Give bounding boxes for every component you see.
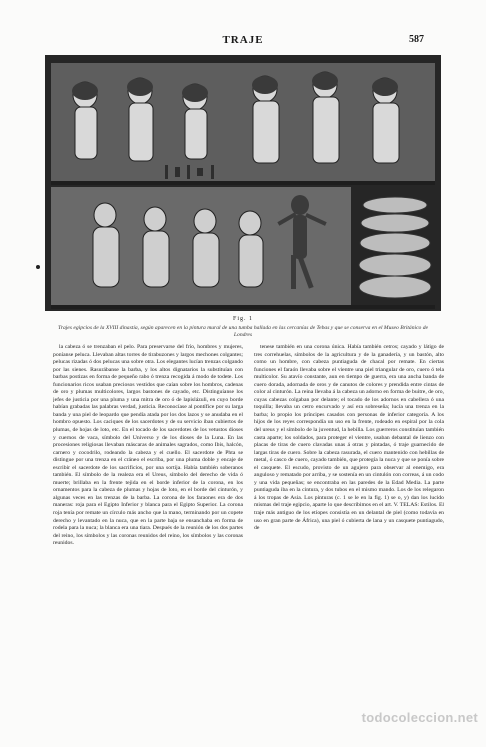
watermark: todocoleccion.net <box>361 710 478 725</box>
text-column-right <box>254 344 444 710</box>
wall-painting-illustration <box>45 55 441 311</box>
running-title: TRAJE <box>222 34 264 46</box>
text-column-left <box>53 344 243 710</box>
right-column-text: tenese también en una corona única. Había también cetros; cayado y látigo de tres correhuelas, símbolos de la agricultura y de la ganadería, y un bastón, alto como un hombre, con cabeza puntiaguda de chacal por remate. En ciertas funciones el faraón llevaba sobre el vientre una piel triangular de oro, cuero ó tela multicolor. Su atavío constante, aun en tiempo de guerra, era una ancha banda de cuero dorada, adornada de oros y de canutos de colores y prendida entre cintas de color al cinturón. La reina llevaba á la cabeza un adorno en forma de buitre, de oro, cuyas cabezas colgaban por delante; el tocado de los adornos en cabellera ó una toquilla; llevaba un cetro encurvado y así era sobreseña; lucía una trenza en la barba; lo propio los príncipes casados con personas de inferior categoría. A los hijos de los reyes correspondía un uso en la frente, rodeado en espiral por la cola del ureus y el símbolo de la juventud, la hebilla. Los guerreros constituían también casta aparte; los soldados, para proteger el vientre, usaban debantal de lienzo con placas de tiras de cuero clavadas unas á otras y pintadas, ó traje guarnecido de largas tiras de cuero. Sobre la cabeza rasurada, el cuero mantenido con hebillas de metal, ó casco de cuero, cayado también, que protegía la nuca y que se ponía sobre el casquete. El escudo, provisto de un agujero para observar al enemigo, era anguloso y rematado por arriba, y se sostenía en un cintulón con correas, á un codo y una vida pequeñas; se encontraba en las paredes de la Edad Media. La parte puntiaguda iba en la cintura, y dos tubos en el mismo mando. Los de los relegaron á los tropas de Asia. Los pinturas (c. 1 se le en la fig. 1) se o, y) dan los lucido mismas del traje egipcio, aparte lo que describimos en el art. V. TELAS: Estilos. El traje más antiguo de los etíopes consistía en un delantal de piel (como todavía en uso en gran parte de África), una piel ó cubierta de lana y un casquete puntiagudo, de <box>254 344 444 532</box>
page-header <box>0 34 486 48</box>
figure-caption: Trajes egipcios de la XVIII dinastía, según aparecen en la pintura mural de una tumba hallada en las cercanías de Tebas y que se conserva en el Museo Británico de Londres <box>57 325 429 338</box>
page-number: 587 <box>409 34 424 45</box>
figure-label: Fig. 1 <box>232 316 253 322</box>
left-column-text: la cabeza ó se trenzaban el pelo. Para preservarse del frío, hombres y mujeres, poníanse peluca. Llevaban altas torres de tirabuzones y largos mechones colgantes; pelucas rizadas ó dos pelucas una sobre otra. Los elegantes lucían trenzas colgando por las sienes. Rasurábanse la barba, y los altos dignatarios la substituían con barbas postizas en forma de pequeño rabo ó trenza recogida á modo de todete. Los funcionarios ricos usaban preciosos vestidos que caían sobre los hombros, cadenas de oro y plumas multicolores, largos bastones de cayado, etc. Distinguíanse los jefes de justicia por una pluma y una mitra de oro ó de lapislázuli, en cuyo borde habían grabadas las palabras verdad, justicia. Reconocíase al pontífice por su larga banda y una piel de leopardo que pendía atada por los dos lazos y se anudaba en el hombro opuesto. Los caciques de los sacerdotes y de su servicio iban cubiertos de plumas, de hojas de loto, etc. En el tocado de los sacerdotes de los vetustos dioses y cuernos de vaca, símbolo del Universo y de los dioses de la Luna. En las procesiones religiosas llevaban máscaras de animales sagrados, como Ibis, halcón, carnero y cocodrilo, rodeando la cabeza y el cuello. El sacerdote de Phta se distingue por una trenza en el cráneo el escriba, por una pluma doble y encaje de escribir el sacerdote de los sacrificios, por una sortija. Había también soberanos también. El símbolo de la realeza era el Ureus, símbolo del derecho de vida ó muerte; brillaba en la frente tejida en el borde inferior de la corona, en los ornamentos para la cabeza de plumas y hojas de loto, en el borde del cinturón, y algunas veces en las trenzas de la barba. La corona de los faraones era de dos maneras: roja para el Egipto Inferior y blanca para el Egipto Superior. La corona roja tenía por remate un círculo más ancho que la mano, terminando por un copete derecho y levantado en la nuca, que en la parte baja se ensanchaba en forma de rodela para la nuca; la blanca era una tiara. Después de la reunión de los dos partes del reino, los símbolos y las coronas reunidos del reino, los símbolos y las coronas reunidos. <box>53 344 243 547</box>
margin-hole-mark <box>36 265 40 269</box>
egyptian-wall-painting-figure <box>45 55 441 311</box>
